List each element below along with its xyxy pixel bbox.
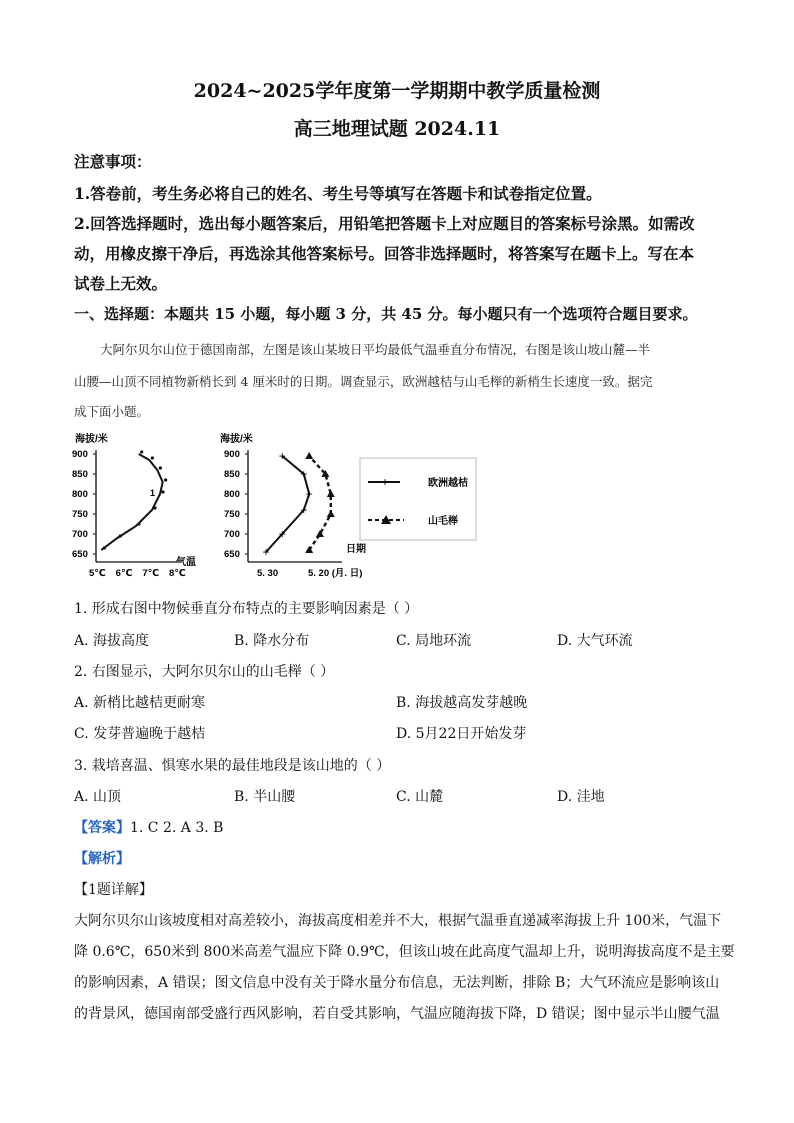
right-ytick-label: 800: [224, 489, 240, 500]
q3-option-d: D. 洼地: [557, 789, 605, 805]
section-heading: 一、选择题：本题共 15 小题，每小题 3 分，共 45 分。每小题只有一个选项符合题目要求。: [74, 305, 698, 323]
left-data-dot: [119, 534, 122, 537]
q1-option-a: A. 海拔高度: [74, 633, 150, 649]
right-xlabel: 日期: [346, 544, 366, 555]
legend-item-shanmaoju: [368, 514, 458, 527]
left-ytick-label: 750: [72, 509, 88, 520]
analysis-line-2: 降 0.6℃，650米到 800米高差气温应下降 0.9℃，但该山坡在此高度气温却上升，说明海拔高度不是主要: [74, 944, 735, 960]
legend-plus-marker: +: [381, 475, 389, 489]
analysis-line-4: 的背景风，德国南部受盛行西风影响，若自受其影响，气温应随海拔下降，D 错误；图中显示半山腰气温: [74, 1006, 720, 1022]
q1-option-c: C. 局地环流: [396, 633, 472, 649]
left-data-dot: [103, 546, 106, 549]
answer-text: 1. C 2. A 3. B: [130, 820, 224, 836]
right-xtick-label: 5. 20 (月. 日): [308, 568, 363, 579]
exam-title: 2024~2025学年度第一学期期中教学质量检测: [193, 80, 601, 102]
left-data-dot: [161, 490, 164, 493]
q3-option-a: A. 山顶: [74, 789, 122, 805]
detail-heading: 【1题详解】: [74, 882, 153, 898]
intro-line-1: 大阿尔贝尔山位于德国南部，左图是该山某坡日平均最低气温垂直分布情况，右图是该山坡山麓—半: [100, 342, 651, 357]
right-xtick-label: 5. 30: [257, 568, 279, 579]
intro-line-2: 山腰—山顶不同植物新梢长到 4 厘米时的日期。调查显示，欧洲越桔与山毛榉的新梢生长速度一致。据完: [74, 374, 653, 389]
yueju-plus-marker: +: [278, 527, 286, 541]
legend-item-yueju: [368, 475, 468, 489]
notice-item-2-line1: 2.回答选择题时，选出每小题答案后，用铅笔把答题卡上对应题目的答案标号涂黑。如需改: [74, 214, 695, 233]
right-ytick-label: 650: [224, 549, 240, 560]
notice-item-1: 1.答卷前，考生务必将自己的姓名、考生号等填写在答题卡和试卷指定位置。: [74, 184, 602, 203]
right-ytick-label: 750: [224, 509, 240, 520]
left-temperature-curve: [101, 454, 162, 550]
question-3: 3. 栽培喜温、惧寒水果的最佳地段是该山地的（ ）: [74, 758, 391, 774]
yueju-plus-marker: +: [300, 467, 308, 481]
shanmaoju-triangle-marker: [305, 452, 313, 459]
left-xtick-label: 8℃: [169, 568, 186, 579]
left-data-dot: [164, 478, 167, 481]
left-data-dot: [153, 506, 156, 509]
q2-option-b: B. 海拔越高发芽越晚: [396, 695, 528, 711]
question-2: 2. 右图显示，大阿尔贝尔山的山毛榉（ ）: [74, 664, 335, 680]
q1-option-d: D. 大气环流: [557, 633, 633, 649]
left-data-dot: [140, 450, 143, 453]
right-ytick-label: 850: [224, 469, 240, 480]
right-ytick-label: 700: [224, 529, 240, 540]
climate-phenology-figure: [70, 428, 490, 588]
legend-label-yueju: 欧洲越桔: [428, 478, 468, 489]
left-ytick-label: 650: [72, 549, 88, 560]
right-ytick-label: 900: [224, 449, 240, 460]
yueju-plus-marker: +: [305, 487, 313, 501]
shanmaoju-triangle-marker: [327, 490, 335, 497]
notice-heading: 注意事项：: [74, 152, 152, 171]
left-xtick-labels: [89, 568, 186, 579]
q1-option-b: B. 降水分布: [234, 633, 310, 649]
legend-box: [360, 458, 476, 540]
left-xtick-label: 7℃: [142, 568, 160, 579]
series-yueju-markers: [262, 449, 312, 559]
left-ytick-label: 700: [72, 529, 88, 540]
shanmaoju-triangle-marker: [305, 546, 313, 553]
left-data-dot: [159, 466, 162, 469]
yueju-plus-marker: +: [300, 503, 308, 517]
q2-option-a: A. 新梢比越桔更耐寒: [74, 695, 206, 711]
left-xtick-label: 5℃: [89, 568, 106, 579]
answer-tag: 【答案】: [74, 820, 130, 836]
analysis-tag: 【解析】: [74, 851, 130, 867]
left-ylabel: 海拔/米: [75, 434, 108, 445]
yueju-plus-marker: +: [278, 449, 286, 463]
right-ylabel: 海拔/米: [220, 434, 253, 445]
left-curve-marker: 1: [150, 488, 156, 498]
left-ytick-labels: [72, 449, 96, 560]
left-ytick-label: 800: [72, 489, 88, 500]
left-xlabel: 气温: [176, 557, 196, 568]
question-1: 1. 形成右图中物候垂直分布特点的主要影响因素是（ ）: [74, 601, 419, 617]
analysis-line-1: 大阿尔贝尔山该坡度相对高差较小，海拔高度相差并不大，根据气温垂直递减率海拔上升 100米，气温下: [74, 913, 722, 929]
legend-label-shanmaoju: 山毛榉: [428, 516, 458, 527]
notice-item-2-line2: 动，用橡皮擦干净后，再选涂其他答案标号。回答非选择题时，将答案写在题卡上。写在本: [74, 244, 695, 263]
intro-line-3: 成下面小题。: [74, 404, 150, 419]
exam-subtitle: 高三地理试题 2024.11: [293, 118, 501, 140]
q2-option-d: D. 5月22日开始发芽: [396, 726, 527, 742]
q3-option-b: B. 半山腰: [234, 789, 296, 805]
left-xtick-label: 6℃: [115, 568, 133, 579]
left-ytick-label: 850: [72, 469, 88, 480]
right-ytick-labels: [224, 449, 248, 560]
shanmaoju-triangle-marker: [327, 510, 335, 517]
analysis-line-3: 的影响因素，A 错误；图文信息中没有关于降水量分布信息，无法判断，排除 B；大气环流应是影响该山: [74, 975, 720, 991]
answer-line: [74, 817, 223, 837]
right-xtick-labels: [257, 568, 362, 579]
left-data-dot: [151, 456, 154, 459]
notice-item-2-line3: 试卷上无效。: [74, 274, 168, 293]
left-ytick-label: 900: [72, 449, 88, 460]
q2-option-c: C. 发芽普遍晚于越桔: [74, 726, 206, 742]
q3-option-c: C. 山麓: [396, 789, 444, 805]
yueju-plus-marker: +: [262, 545, 270, 559]
left-data-dot: [137, 522, 140, 525]
